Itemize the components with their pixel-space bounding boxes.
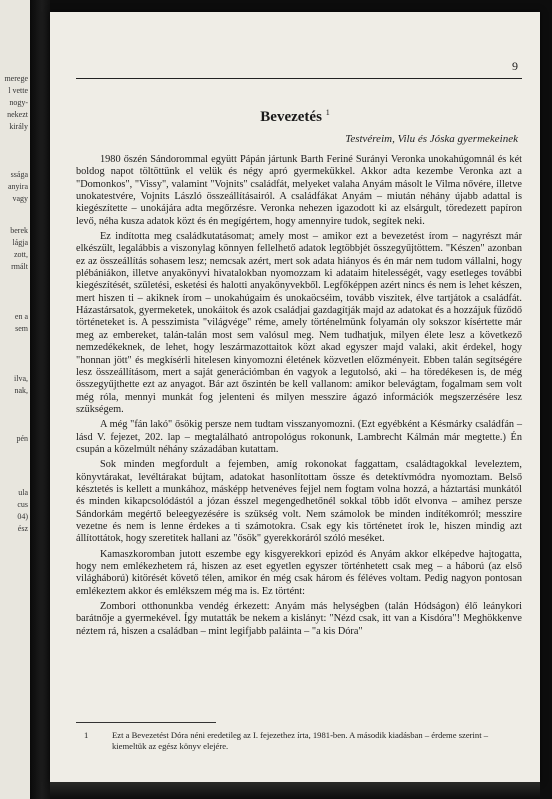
footnote-marker: 1 (325, 108, 330, 117)
left-page-text-fragment: pén (16, 434, 28, 443)
footnote-text: Ezt a Bevezetést Dóra néni eredetileg az I. fejezethez írta, 1981-ben. A második kiadásban – érdeme szerint – kiemeltük az egész könyv elejére. (112, 730, 489, 751)
page-number: 9 (512, 59, 518, 73)
left-page-text-fragment: zott, (14, 250, 28, 259)
left-page-text-fragment: en a (14, 312, 28, 321)
body-text (76, 154, 522, 638)
left-page-text-fragment: lágja (12, 238, 28, 247)
left-page-text-fragment: nogy- (9, 98, 28, 107)
left-page-text-fragment: merege (4, 74, 28, 83)
book-page (50, 12, 540, 782)
paragraph: Sok minden megfordult a fejemben, amíg rokonokat faggattam, családtagokkal leveleztem, könyvtárakat, levéltárakat bújtam, adatokat hasonlítottam össze és detektívmódra nyomoztam. Belső késztetés is kellett a munkához, másképp hetvenéves fejjel nem fogtam volna hozzá, a háztartási munkától és minden kikapcsolódástól a józan ésszel megengedhetőnél sokkal több időt elvonva – amihez persze Sándorkám megértő beleegyezésére is szükség volt. Nem számolok be minden indítékomról; messzire vezetne és nem is lenne érdekes a ti számotokra. Csak egy kis történetet írok le, hiszen mindig azt állítottátok, hogy szeretitek hallani az "ősök" gyerekkoráról szóló meséket. (76, 459, 522, 545)
left-page-text-fragment: nekezt (7, 110, 28, 119)
left-page-text-fragment: ula (18, 488, 28, 497)
left-page-text-fragment: sem (15, 324, 28, 333)
left-page-text-fragment: király (9, 122, 28, 131)
book-gutter (30, 0, 50, 799)
dedication: Testvéreim, Vilu és Jóska gyermekeinek (345, 133, 518, 145)
chapter-title (50, 108, 540, 126)
paragraph: Zombori otthonunkba vendég érkezett: Anyám más helységben (talán Hódságon) élő leánykori barátnője a gyermekével. Így mutatták be nekem a kislányt: "Nézd csak, itt van a Kisdóra"! Meghökkenve néztem rá, hiszen a családban – mint legifjabb paláinta – "a kis Dóra" (76, 601, 522, 637)
left-page-text-fragment: ssága (10, 170, 28, 179)
left-page-text-fragment: anyira (8, 182, 28, 191)
left-page-text-fragment: ilva, (14, 374, 28, 383)
left-page-text-fragment: l vette (8, 86, 28, 95)
left-page-text-fragment: cus (17, 500, 28, 509)
left-page-text-fragment: berek (10, 226, 28, 235)
footnote (76, 730, 522, 752)
paragraph: A még "fán lakó" ősökig persze nem tudtam visszanyomozni. (Ezt egyébként a Késmárky családfán – lásd V. fejezet, 202. lap – megtalálható antropológus rokonunk, Lambrecht Kálmán már megtette.) Én csupán a közelmúlt néhány századában kutattam. (76, 419, 522, 455)
page-bottom-edge (50, 782, 540, 799)
left-page-text-fragment: vagy (12, 194, 28, 203)
left-page-text-fragment: ész (17, 524, 28, 533)
paragraph: Ez indította meg családkutatásomat; amely most – amikor ezt a bevezetést írom – nagyrészt már elkészült, legalábbis a viszonylag könnyen fellelhető adatok legtöbbjét összegyűjtöttem. "Készen" azonban ez az összeállítás sohasem lesz; nemcsak azért, mert sok adata hiányos és én már nem tudom vállalni, hogy plébániákon, illetve anyakönyvi hivatalokban nyomozzam ki adataim hitelességét, vagy esetleges további kiegészítését, születési, esketési és halotti anyakönyvekből. Legfőképpen azért nincs és nem is lehet készen, mert hiszen ti – akiknek írom – unokahúgaim és unokaöcséim, tovább viszitek, élve tartjátok a családfát. Házastársatok, gyermeketek, unokáitok és azok családjai gazdagítják majd az adatokat és a hozzájuk fűződő történeteket is. A pesszimista "világvége" réme, amely történelmünk folyamán oly sokszor kísértette már meg az embereket, talán-talán most sem valósul meg. Nem tudhatjuk, milyen élete lesz a következő nemzedékeknek, de lehet, hogy leszármazottaitok közt akad egyszer majd valaki, akit érdekel, hogy "honnan jött" és megkísérli hitelesen kinyomozni életének közvetlen előzményeit. Ebben talán segítségére lesz összeállításom, mert a saját generációmban én vagyok a legutolsó, aki – ha töredékesen is, de még összegyűjthette ezt az anyagot. Bár azt őszintén be kell vallanom: amikor belevágtam, fogalmam sem volt még róla, mennyi munkát fog jelenteni és milyen messzire ágazó információk megszerzésére lesz szükségem. (76, 231, 522, 415)
left-page-text-fragment: 04) (17, 512, 28, 521)
left-page-text-fragment: rmált (11, 262, 28, 271)
paragraph: 1980 őszén Sándorommal együtt Pápán jártunk Barth Feriné Surányi Veronka unokahúgomnál és két boldog napot töltöttünk el velük és négy apró gyermekükkel. Akkor adta kezembe Veronka azt a "Domonkos", "Vissy", valamint "Vojnits" családfát, melyeket valaha Anyám másolt le Vilma nővére, illetve unokatestvére, Vojnits László összeállításairól. A családfákat Anyám – miután néhány újabb adattal is kiegészítette – unokájára adta megőrzésre. Veronka nehezen igazodott ki az elsárgult, töredezett papíron levő, néha kusza adatok közt és én megígértem, hogy amennyire tudok, segítek neki. (76, 154, 522, 227)
footnote-number: 1 (84, 730, 89, 740)
header-rule (76, 78, 522, 79)
footnote-rule (76, 722, 216, 723)
left-page-text-fragment: nak, (14, 386, 28, 395)
paragraph: Kamaszkoromban jutott eszembe egy kisgyerekkori epizód és Anyám akkor elképedve hajtogatta, hogy nem emlékezhetem rá, hiszen az eset egyetlen egyszer történhetett csak meg – a háború (az első világháború) kitörését követő télen, amikor én még csak három és féléves voltam. Pedig nagyon pontosan emlékeztem akkor és emlékszem még ma is. Ez történt: (76, 548, 522, 597)
chapter-title-text: Bevezetés (260, 109, 322, 125)
left-page-fragment (0, 0, 30, 799)
